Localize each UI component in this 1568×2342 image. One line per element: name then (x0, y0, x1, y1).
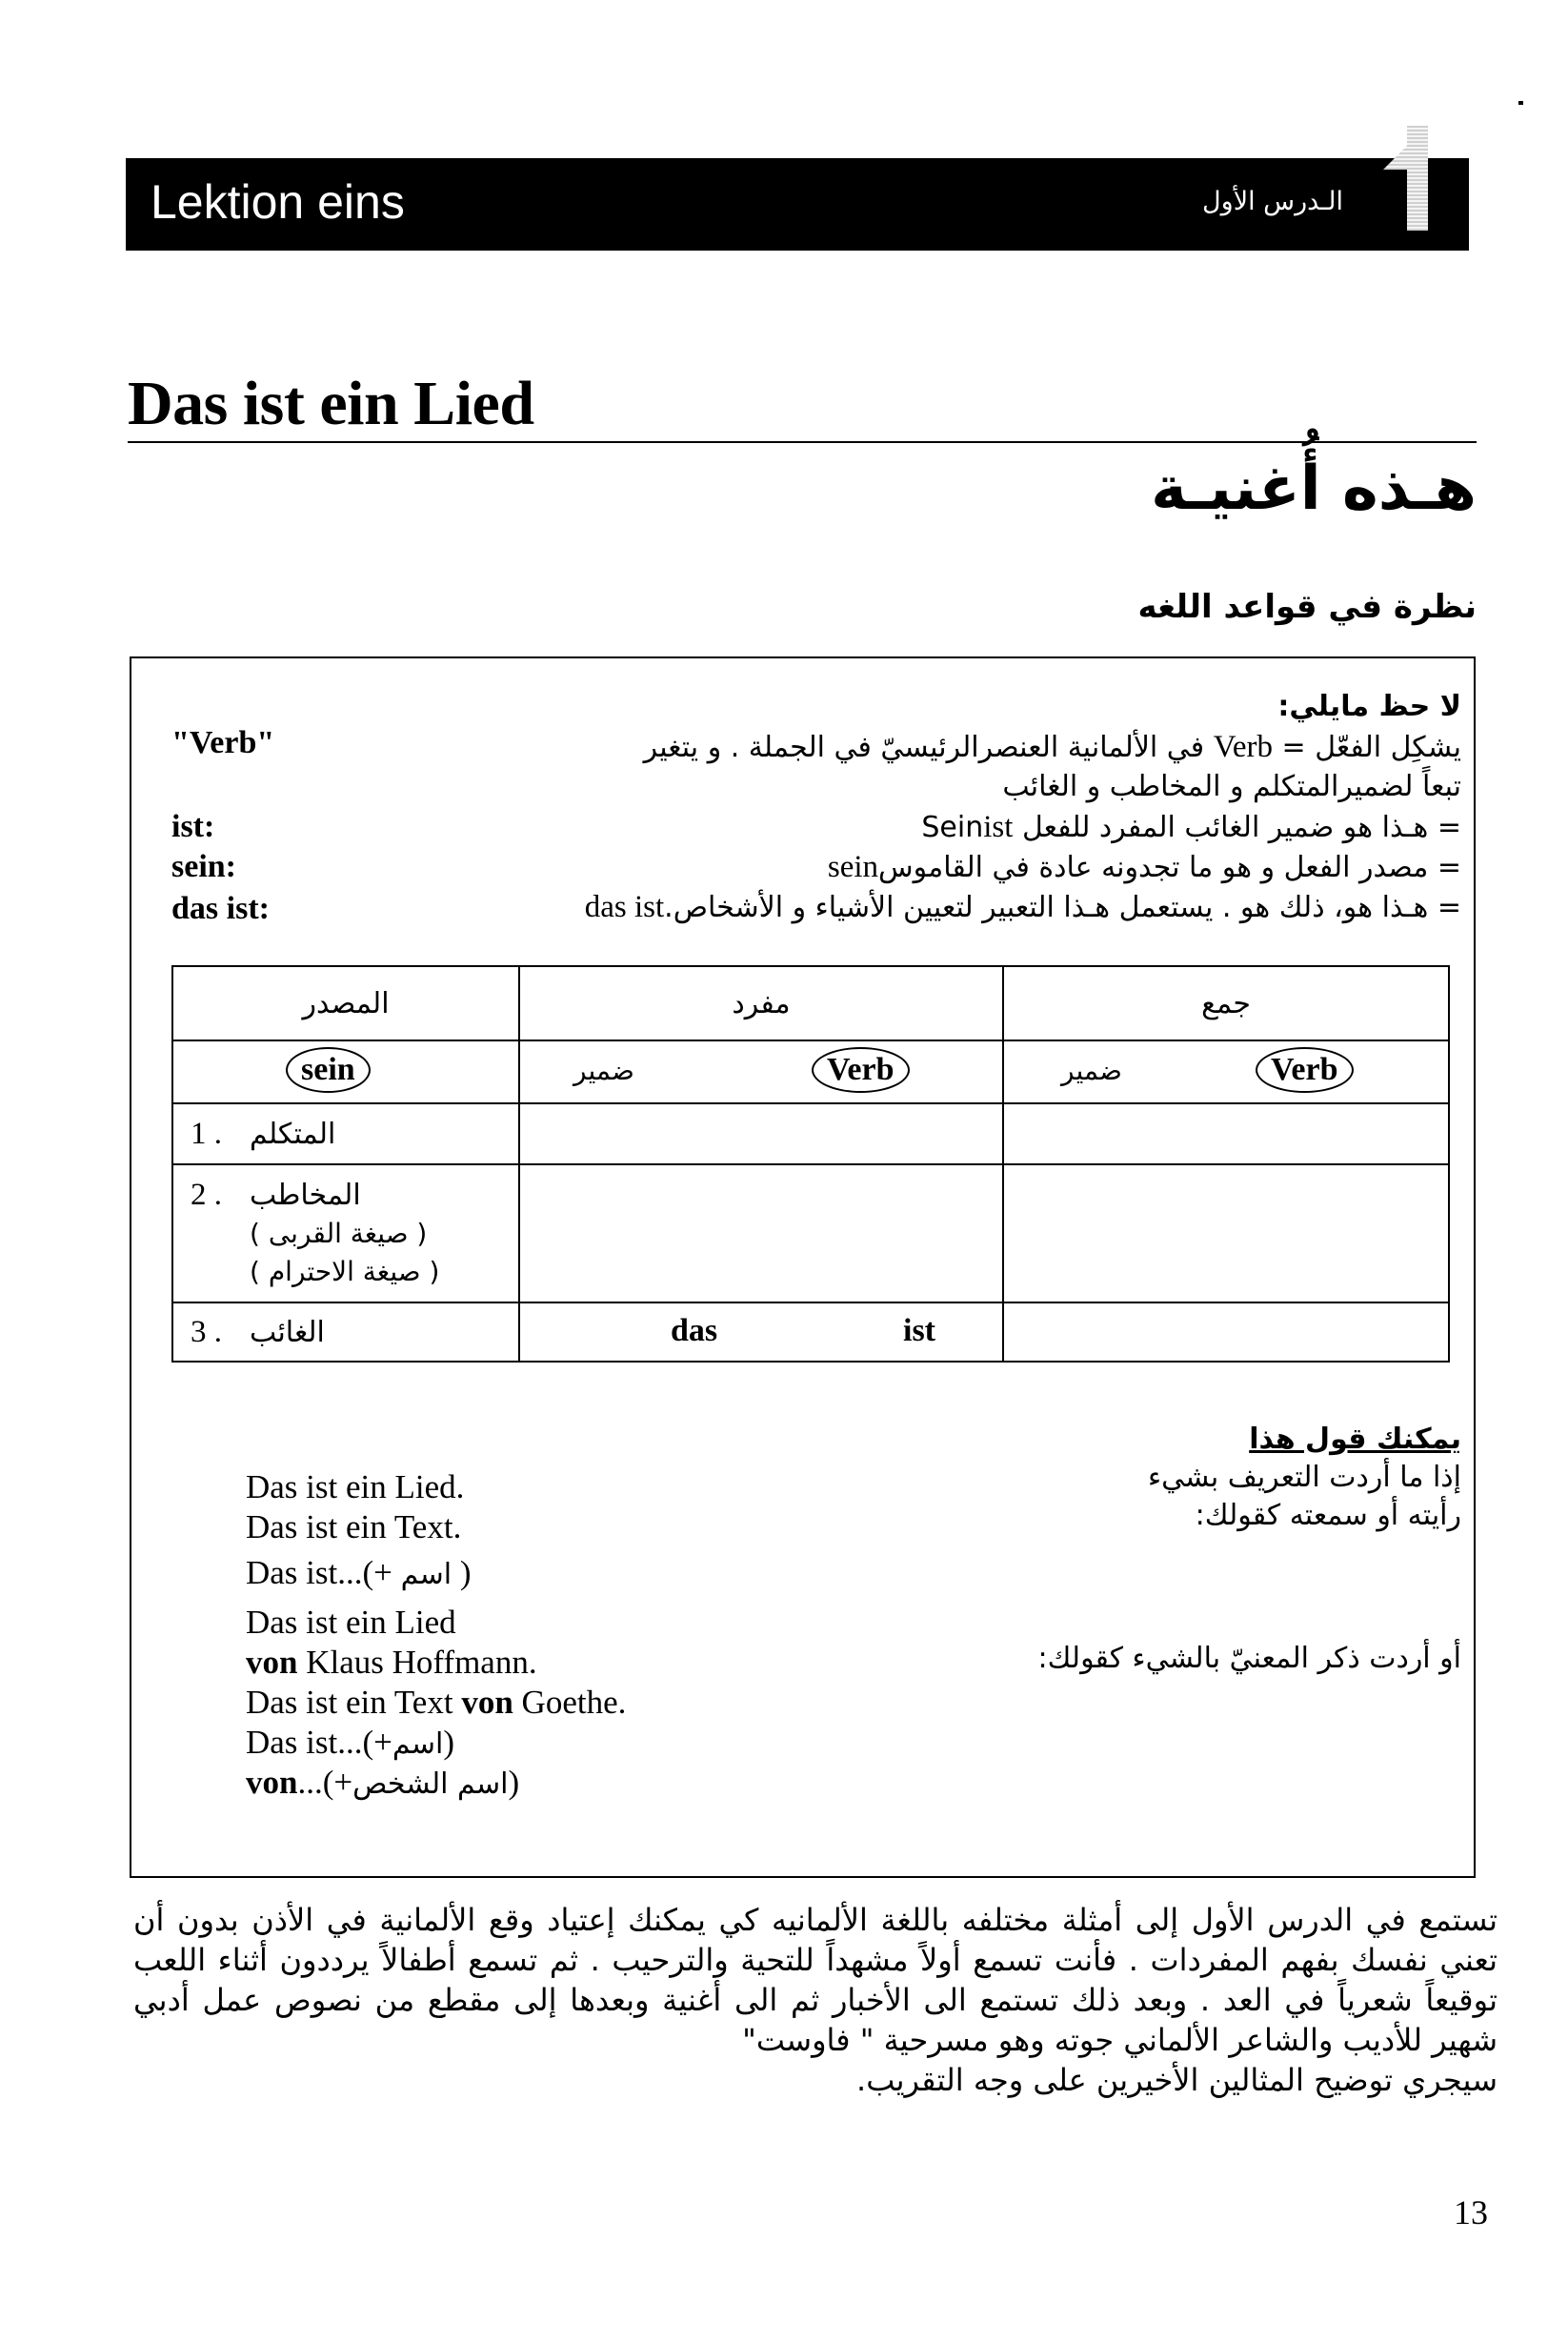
page-number: 13 (1454, 2193, 1488, 2231)
term-sein: sein: (171, 849, 236, 884)
lesson-label-arabic: الـدرس الأول (1202, 187, 1343, 216)
term-ist: ist: (171, 809, 215, 844)
title-divider (128, 441, 1477, 443)
usage-heading: يمكنك قول هذا (1249, 1423, 1461, 1456)
cell-plural-first-person[interactable] (1003, 1103, 1449, 1164)
usage-note-1-line-2: رأيته أو سمعته كقولك: (1195, 1499, 1461, 1532)
example-pattern-noun: Das ist...(+ اسم ) (246, 1554, 472, 1591)
pronoun-label: ضمير (1061, 1055, 1122, 1086)
term-das-ist: das ist: (171, 891, 270, 926)
term-verb-definition-cont: تبعاً لضميرالمتكلم و المخاطب و الغائب (1002, 770, 1461, 803)
infinitive-oval: sein (286, 1047, 371, 1093)
example-sentence: Das ist ein Text. (246, 1508, 462, 1545)
table-row (172, 1164, 1449, 1302)
lesson-number-graphic-flag (1383, 141, 1412, 170)
usage-note-2: أو أردت ذكر المعنيّ بالشيء كقولك: (1037, 1642, 1461, 1675)
cell-singular-second-person[interactable] (519, 1164, 1003, 1302)
paragraph-text: تستمع في الدرس الأول إلى أمثلة مختلفه باللغة الألمانيه كي يمكنك إعتياد وقع الألمانية في الأذن بدون أن تعني نفسك بفهم المفردات . فأنت تسمع أولاً مشهداً للتحية والترحيب . ثم تسمع أطفالاً يرددون أثناء اللعب توقيعاً شعرياً في العد . وبعد ذلك تستمع الى الأخبار ثم الى أغنية وبعدها إلى مقطع من نصوص عمل أدبي شهير للأديب والشاعر الألماني جوته وهو مسرحية " فاوست" (133, 1902, 1498, 2058)
table-subheader-row (172, 1040, 1449, 1103)
example-pattern-person: von...(+اسم الشخص) (246, 1764, 520, 1801)
verb-oval: Verb (812, 1047, 910, 1093)
header-infinitive: المصدر (172, 966, 519, 1040)
example-pattern-noun: Das ist...(+اسم) (246, 1724, 454, 1761)
term-das-ist-definition: = هـذا هو، ذلك هو . يستعمل هـذا التعبير لتعيين الأشياء و الأشخاص.das ist (584, 890, 1461, 924)
header-singular: مفرد (519, 966, 1003, 1040)
paragraph-text: سيجري توضيح المثالين الأخيرين على وجه التقريب. (856, 2062, 1498, 2098)
subheader-infinitive-cell (172, 1040, 519, 1103)
row-label-third-person: 3 . الغائب (172, 1302, 519, 1362)
page-title-arabic: هـذه أُغنيـة (1151, 454, 1477, 524)
cell-plural-third-person[interactable] (1003, 1302, 1449, 1362)
cell-plural-second-person[interactable] (1003, 1164, 1449, 1302)
example-sentence: Das ist ein Lied. (246, 1468, 465, 1505)
third-person-pronoun: das (671, 1313, 718, 1348)
usage-note-1-line-1: إذا ما أردت التعريف بشيء (1148, 1461, 1461, 1494)
row-label-second-person: 2 . المخاطب ( صيغة القربى ) ( صيغة الاحترام ) (172, 1164, 519, 1302)
example-sentence: Das ist ein Text von Goethe. (246, 1684, 627, 1721)
table-header-row (172, 966, 1449, 1040)
table-row (172, 1302, 1449, 1362)
verb-oval: Verb (1256, 1047, 1354, 1093)
example-sentence: von Klaus Hoffmann. (246, 1644, 537, 1681)
header-plural: جمع (1003, 966, 1449, 1040)
row-label-first-person: 1 . المتكلم (172, 1103, 519, 1164)
pronoun-label: ضمير (573, 1055, 634, 1086)
cell-singular-first-person[interactable] (519, 1103, 1003, 1164)
third-person-verb: ist (903, 1313, 935, 1348)
lesson-description (133, 1900, 1498, 2100)
cell-singular-third-person (519, 1302, 1003, 1362)
lesson-number-graphic (1407, 126, 1428, 231)
term-ist-definition: = هـذا هو ضمير الغائب المفرد للفعل Seinist (921, 810, 1461, 844)
subheader-plural-cell (1003, 1040, 1449, 1103)
page-title-german: Das ist ein Lied (128, 369, 534, 438)
scan-mark (1518, 101, 1523, 105)
term-verb-definition: يشكِل الفعّل = Verb في الألمانية العنصرالرئيسيّ في الجملة . و يتغير (643, 730, 1461, 764)
example-sentence: Das ist ein Lied (246, 1604, 456, 1641)
table-row (172, 1103, 1449, 1164)
lesson-label: Lektion eins (151, 175, 405, 229)
term-sein-definition: = مصدر الفعل و هو ما تجدونه عادة في القاموسsein (827, 850, 1461, 884)
conjugation-table (171, 965, 1450, 1363)
grammar-section-heading: نظرة في قواعد اللغه (1137, 588, 1477, 626)
subheader-singular-cell (519, 1040, 1003, 1103)
note-heading: لا حظ مايلي: (1277, 690, 1461, 723)
term-verb: "Verb" (171, 725, 275, 760)
